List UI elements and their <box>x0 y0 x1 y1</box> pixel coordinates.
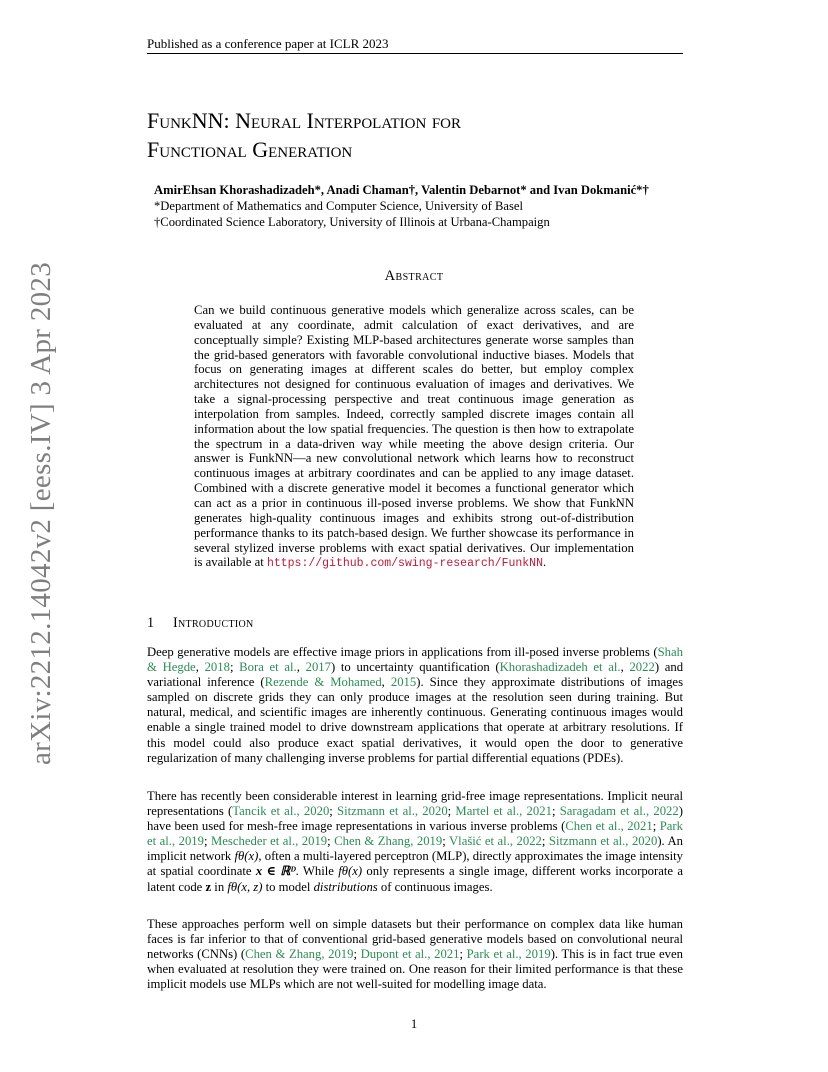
abstract-body-text: Can we build continuous generative models which generalize across scales, can be evaluated at any coordinate, admit calculation of exact derivatives, and are conceptually simple? Existing MLP-based architectures generate worse samples than the grid-based generators with favorable convolutional inductive biases. Models that focus on generating images at different scales do better, but employ complex architectures not designed for continuous evaluation of images and derivatives. We take a signal-processing perspective and treat continuous image generation as interpolation from samples. Indeed, correctly sampled discrete images contain all information about the low spatial frequencies. The question is then how to extrapolate the spectrum in a data-driven way while meeting the above design criteria. Our answer is FunkNN—a new convolutional network which learns how to reconstruct continuous images at arbitrary coordinates and can be applied to any image dataset. Combined with a discrete generative model it becomes a functional generator which can act as a prior in continuous ill-posed inverse problems. We show that FunkNN generates high-quality continuous images and exhibits strong out-of-distribution performance thanks to its patch-based design. We further showcase its performance in several stylized inverse problems with exact spatial derivatives. Our implementation is available at <box>194 303 634 570</box>
text: , <box>195 660 205 675</box>
text: Deep generative models are effective image priors in applications from ill-posed inverse problems ( <box>147 645 658 659</box>
intro-paragraph-1 <box>147 645 683 766</box>
citation-link[interactable]: Martel et al., 2021 <box>455 804 552 819</box>
citation-link[interactable]: Chen & Zhang, 2019 <box>334 834 443 849</box>
citation-link[interactable]: Dupont et al., 2021 <box>360 947 460 962</box>
text: ). Since they approximate distributions of images sampled on discrete grids they can only produce images at the resolution seen during training. But natural, medical, and scientific images are inherently continuous. Generating continuous images would enable a single trained model to drive downstream applications that operate at arbitrary resolutions. If this model could also produce exact spatial derivatives, it would open the door to generative regularization of many challenging inverse problems for partial differential equations (PDEs). <box>147 675 684 765</box>
citation-link[interactable]: Vlašić et al., 2022 <box>449 834 542 849</box>
text: ; <box>541 834 549 849</box>
text: to model <box>262 879 314 894</box>
author-block <box>154 182 714 230</box>
math-expression: fθ(x) <box>338 864 363 879</box>
section-title: Introduction <box>173 615 254 631</box>
citation-link[interactable]: Chen & Zhang, 2019 <box>245 947 354 962</box>
text: There has recently been considerable interest in learning grid-free image representations. Implicit neural representations ( <box>147 789 683 819</box>
intro-paragraph-2 <box>147 789 683 895</box>
text: , often a multi-layered perceptron (MLP), directly approximates the image intensity at spatial coordinate <box>147 849 683 879</box>
text: ; <box>652 819 660 834</box>
affiliation-illinois: †Coordinated Science Laboratory, University of Illinois at Urbana-Champaign <box>154 215 550 229</box>
citation-link[interactable]: Mescheder et al., 2019 <box>211 834 328 849</box>
github-link[interactable]: https://github.com/swing-research/FunkNN <box>266 557 543 571</box>
arxiv-side-stamp: arXiv:2212.14042v2 [eess.IV] 3 Apr 2023 <box>25 261 57 765</box>
intro-paragraph-3 <box>147 917 683 992</box>
header-rule <box>147 53 683 54</box>
math-expression: fθ(x) <box>234 849 259 864</box>
text: ) have been used for mesh-free image representations in various inverse problems ( <box>147 804 683 834</box>
text: ) and variational inference ( <box>147 660 684 690</box>
affiliation-basel: *Department of Mathematics and Computer Science, University of Basel <box>154 199 523 213</box>
text: ; <box>204 834 212 849</box>
text: ). This is in fact true even when evaluated at resolution they were trained on. One reason for their limited performance is that these implicit models use MLPs which are not well-suited for modelling image data. <box>147 947 683 992</box>
emphasis: distributions <box>313 879 378 894</box>
abstract-heading: Abstract <box>384 268 444 284</box>
section-number: 1 <box>147 615 155 631</box>
text: ). An implicit network <box>147 834 684 864</box>
text: . While <box>295 864 339 879</box>
text: in <box>211 879 228 894</box>
author-names: AmirEhsan Khorashadizadeh*, Anadi Chaman†, Valentin Debarnot* and Ivan Dokmanić*† <box>154 183 649 197</box>
citation-link[interactable]: 2015 <box>390 675 417 690</box>
citation-link[interactable]: Tancik et al., 2020 <box>232 804 330 819</box>
text: ; <box>353 947 361 962</box>
title-line-2: Functional Generation <box>147 137 353 162</box>
text: ; <box>459 947 467 962</box>
text: ; <box>327 834 335 849</box>
citation-link[interactable]: Park et al., 2019 <box>147 819 683 849</box>
text: , <box>620 660 630 675</box>
paper-title <box>147 106 707 164</box>
text: ; <box>447 804 456 819</box>
citation-link[interactable]: Bora et al. <box>239 660 297 675</box>
running-header: Published as a conference paper at ICLR 2023 <box>147 36 389 51</box>
text: ; <box>229 660 240 675</box>
section-heading-introduction <box>147 614 683 632</box>
text: , <box>296 660 306 675</box>
text: These approaches perform well on simple datasets but their performance on complex data like human faces is far inferior to that of conventional grid-based generative models based on convolutional neural networks (CNNs) ( <box>147 917 683 962</box>
abstract-end-period: . <box>542 555 547 570</box>
text: ; <box>329 804 338 819</box>
citation-link[interactable]: Sitzmann et al., 2020 <box>337 804 448 819</box>
citation-link[interactable]: Chen et al., 2021 <box>565 819 653 834</box>
math-expression: x ∈ ℝᴰ <box>255 864 296 879</box>
text: ) to uncertainty quantification ( <box>330 660 500 675</box>
text: of continuous images. <box>377 879 493 894</box>
text: ; <box>442 834 450 849</box>
math-expression: fθ(x, z) <box>227 879 263 894</box>
citation-link[interactable]: Rezende & Mohamed <box>264 675 382 690</box>
text: ; <box>551 804 560 819</box>
text: , <box>381 675 391 690</box>
page-number: 1 <box>410 1017 418 1031</box>
citation-link[interactable]: Khorashadizadeh et al. <box>499 660 621 675</box>
text: only represents a single image, different works incorporate a latent code <box>147 864 683 894</box>
citation-link[interactable]: Sitzmann et al., 2020 <box>548 834 658 849</box>
math-expression: z <box>205 879 212 894</box>
title-line-1: FunkNN: Neural Interpolation for <box>147 108 462 133</box>
citation-link[interactable]: 2017 <box>305 660 331 675</box>
abstract-text <box>194 303 634 572</box>
citation-link[interactable]: 2022 <box>629 660 655 675</box>
citation-link[interactable]: 2018 <box>204 660 230 675</box>
citation-link[interactable]: Saragadam et al., 2022 <box>559 804 679 819</box>
citation-link[interactable]: Shah & Hegde <box>147 645 683 675</box>
citation-link[interactable]: Park et al., 2019 <box>466 947 551 962</box>
